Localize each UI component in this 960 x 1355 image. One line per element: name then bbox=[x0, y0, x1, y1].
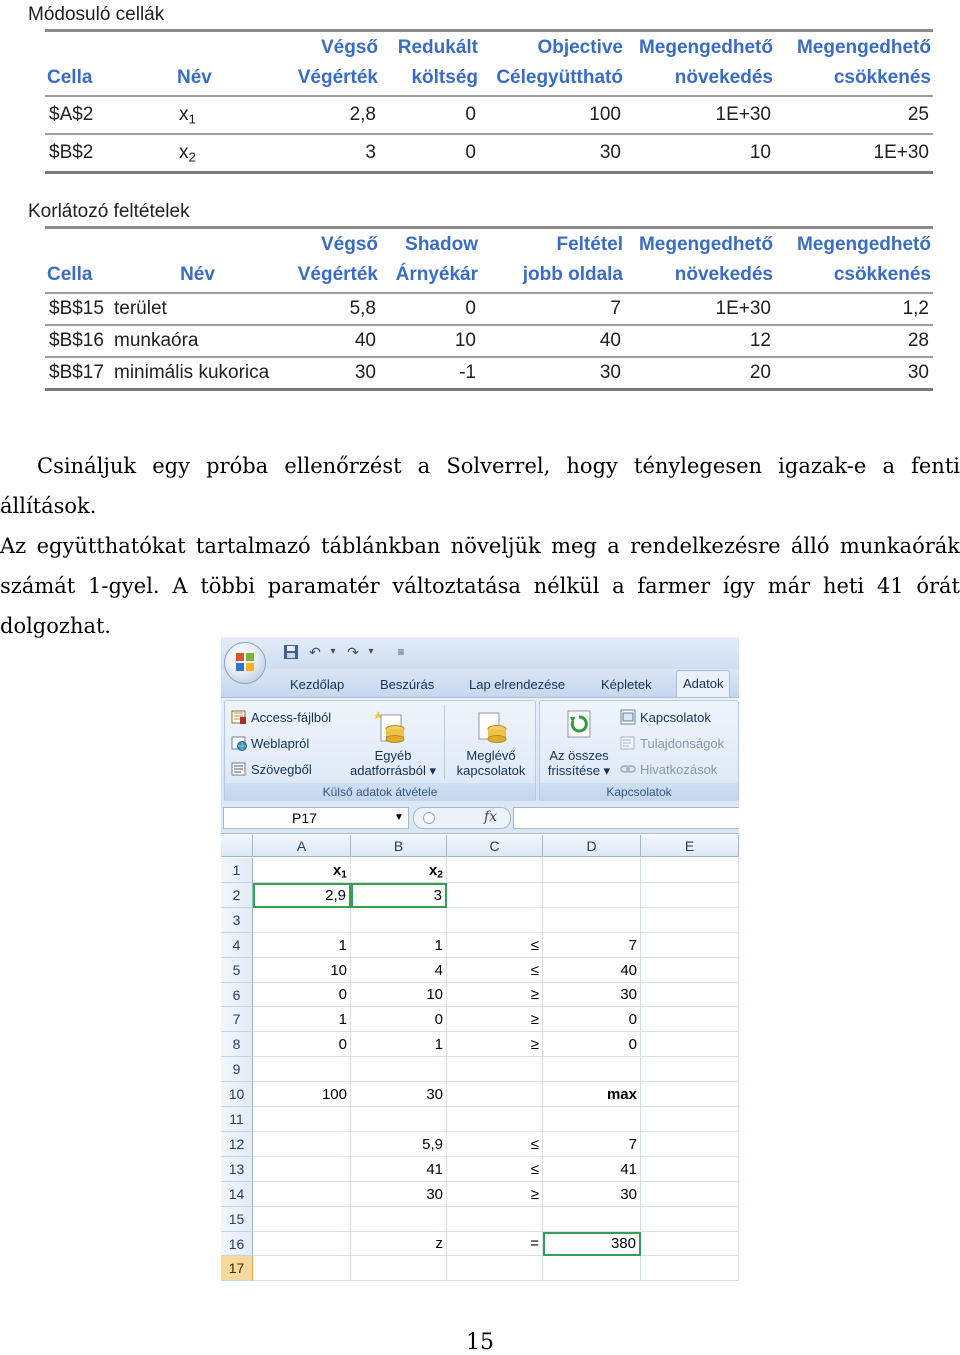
allow-increase: 1E+30 bbox=[625, 293, 775, 325]
group-label-connections: Kapcsolatok bbox=[540, 783, 738, 801]
table-row bbox=[45, 293, 933, 325]
web-import-button[interactable]: Weblapról bbox=[231, 735, 309, 751]
tab-kezdolap[interactable]: Kezdőlap bbox=[290, 677, 345, 692]
cell-ref: $A$2 bbox=[45, 96, 175, 134]
row-header[interactable]: 9 bbox=[221, 1057, 253, 1082]
group-connections bbox=[539, 700, 739, 802]
text-import-button[interactable]: Szövegből bbox=[231, 761, 312, 777]
cell-b9[interactable] bbox=[351, 1057, 447, 1082]
cell-b17[interactable] bbox=[351, 1256, 447, 1281]
allow-increase: 12 bbox=[625, 325, 775, 357]
group-external-data bbox=[224, 700, 536, 802]
cell-d14[interactable]: 30 bbox=[543, 1182, 641, 1207]
allow-decrease: 25 bbox=[775, 96, 933, 134]
cell-c1[interactable] bbox=[447, 858, 543, 883]
redo-dropdown-icon[interactable]: ▾ bbox=[368, 646, 374, 657]
header-cell bbox=[175, 33, 285, 63]
row-header[interactable]: 17 bbox=[221, 1256, 253, 1281]
cell-a4[interactable]: 1 bbox=[253, 933, 351, 958]
cell-a2[interactable]: 2,9 bbox=[253, 883, 351, 908]
objective-coef: 30 bbox=[480, 134, 625, 173]
header-nev: Név bbox=[175, 63, 285, 96]
cell-e3[interactable] bbox=[641, 908, 739, 933]
variable-cells-title: Módosuló cellák bbox=[28, 4, 165, 25]
column-header-a[interactable]: A bbox=[253, 835, 351, 857]
cell-e15[interactable] bbox=[641, 1207, 739, 1232]
row-header[interactable]: 16 bbox=[221, 1232, 253, 1256]
row-header[interactable]: 4 bbox=[221, 933, 253, 958]
cell-e17[interactable] bbox=[641, 1256, 739, 1281]
excel-screenshot bbox=[221, 637, 739, 1289]
header-decrease: Megengedhető bbox=[796, 234, 931, 255]
header-increase: Megengedhető bbox=[638, 234, 773, 255]
row-header[interactable]: 7 bbox=[221, 1007, 253, 1032]
body-paragraph bbox=[0, 446, 960, 646]
header-csokkenes: csökkenés bbox=[775, 260, 933, 293]
header-csokkenes: csökkenés bbox=[775, 63, 933, 96]
office-logo-icon bbox=[235, 652, 255, 672]
cell-c4[interactable]: ≤ bbox=[447, 933, 543, 958]
cell-ref: $B$16 bbox=[45, 325, 110, 357]
cell-b3[interactable] bbox=[351, 908, 447, 933]
table-row bbox=[45, 134, 933, 173]
page-number: 15 bbox=[466, 1330, 494, 1355]
cell-b7[interactable]: 0 bbox=[351, 1007, 447, 1032]
cell-c11[interactable] bbox=[447, 1107, 543, 1132]
cell-e12[interactable] bbox=[641, 1132, 739, 1157]
cell-c14[interactable]: ≥ bbox=[447, 1182, 543, 1207]
cell-e8[interactable] bbox=[641, 1032, 739, 1057]
header-vegertek: Végérték bbox=[285, 260, 380, 293]
cell-e14[interactable] bbox=[641, 1182, 739, 1207]
header-cella: Cella bbox=[45, 63, 175, 96]
header-increase: Megengedhető bbox=[638, 37, 773, 58]
table-top-rule bbox=[45, 226, 933, 229]
cell-b5[interactable]: 4 bbox=[351, 958, 447, 983]
row-header[interactable]: 15 bbox=[221, 1207, 253, 1232]
cell-b1[interactable]: $x_2$ bbox=[351, 858, 447, 883]
constraint-name: terület bbox=[110, 293, 285, 325]
cell-d13[interactable]: 41 bbox=[543, 1157, 641, 1182]
row-header[interactable]: 8 bbox=[221, 1032, 253, 1057]
cell-c17[interactable] bbox=[447, 1256, 543, 1281]
cell-c8[interactable]: ≥ bbox=[447, 1032, 543, 1057]
cell-b14[interactable]: 30 bbox=[351, 1182, 447, 1207]
cell-d6[interactable]: 30 bbox=[543, 983, 641, 1007]
existing-connections-icon bbox=[475, 709, 509, 745]
cell-a14[interactable] bbox=[253, 1182, 351, 1207]
constraints-table bbox=[45, 230, 933, 391]
customize-toolbar-icon[interactable]: ≡ bbox=[397, 645, 405, 659]
final-value: 30 bbox=[285, 357, 380, 390]
cell-c7[interactable]: ≥ bbox=[447, 1007, 543, 1032]
text-file-icon bbox=[231, 761, 247, 777]
cell-a6[interactable]: 0 bbox=[253, 983, 351, 1007]
cell-d4[interactable]: 7 bbox=[543, 933, 641, 958]
ribbon bbox=[221, 697, 739, 802]
cell-d16[interactable]: 380 bbox=[543, 1232, 641, 1256]
edit-links-button[interactable]: Hivatkozások bbox=[620, 761, 717, 777]
cell-e11[interactable] bbox=[641, 1107, 739, 1132]
table-row bbox=[45, 357, 933, 390]
existing-connections-button[interactable]: Meglévő kapcsolatok bbox=[456, 748, 526, 778]
cell-c10[interactable] bbox=[447, 1082, 543, 1107]
cell-a1[interactable]: $x_1$ bbox=[253, 858, 351, 883]
cell-b12[interactable]: 5,9 bbox=[351, 1132, 447, 1157]
shadow-price: 10 bbox=[380, 325, 480, 357]
var-name: $x_2$ bbox=[175, 134, 285, 173]
cell-b4[interactable]: 1 bbox=[351, 933, 447, 958]
cell-d2[interactable] bbox=[543, 883, 641, 908]
redo-icon[interactable]: ↷ bbox=[347, 644, 359, 660]
other-sources-icon bbox=[373, 709, 407, 745]
header-nev: Név bbox=[110, 260, 285, 293]
undo-icon[interactable]: ↶ bbox=[309, 644, 321, 660]
header-celegyutthato: Célegyüttható bbox=[480, 63, 625, 96]
access-icon bbox=[231, 709, 247, 725]
cell-a12[interactable] bbox=[253, 1132, 351, 1157]
header-novekedes: növekedés bbox=[625, 260, 775, 293]
cell-e9[interactable] bbox=[641, 1057, 739, 1082]
rhs-value: 7 bbox=[480, 293, 625, 325]
cell-d12[interactable]: 7 bbox=[543, 1132, 641, 1157]
cell-c6[interactable]: ≥ bbox=[447, 983, 543, 1007]
group-label-external: Külső adatok átvétele bbox=[225, 783, 535, 801]
column-header-c[interactable]: C bbox=[447, 835, 543, 857]
tab-beszuras[interactable]: Beszúrás bbox=[380, 677, 435, 692]
row-header[interactable]: 11 bbox=[221, 1107, 253, 1132]
cell-e2[interactable] bbox=[641, 883, 739, 908]
final-value: 40 bbox=[285, 325, 380, 357]
reduced-cost: 0 bbox=[380, 134, 480, 173]
tab-adatok[interactable]: Adatok bbox=[676, 670, 730, 697]
cell-c16[interactable]: = bbox=[447, 1232, 543, 1256]
cell-a16[interactable] bbox=[253, 1232, 351, 1256]
allow-decrease: 1E+30 bbox=[775, 134, 933, 173]
var-name: $x_1$ bbox=[175, 96, 285, 134]
access-import-button[interactable]: Access-fájlból bbox=[231, 709, 331, 725]
name-box-dropdown-icon[interactable]: ▼ bbox=[394, 812, 404, 823]
header-vegertek: Végérték bbox=[285, 63, 380, 96]
cell-a8[interactable]: 0 bbox=[253, 1032, 351, 1057]
cell-b8[interactable]: 1 bbox=[351, 1032, 447, 1057]
properties-button[interactable]: Tulajdonságok bbox=[620, 735, 724, 751]
fx-icon[interactable]: fx bbox=[484, 809, 498, 825]
cell-a11[interactable] bbox=[253, 1107, 351, 1132]
column-header-e[interactable]: E bbox=[641, 835, 739, 857]
cell-ref: $B$2 bbox=[45, 134, 175, 173]
cell-c2[interactable] bbox=[447, 883, 543, 908]
refresh-all-button[interactable]: Az összes frissítése ▾ bbox=[547, 748, 611, 778]
cell-e6[interactable] bbox=[641, 983, 739, 1007]
allow-decrease: 28 bbox=[775, 325, 933, 357]
cell-c9[interactable] bbox=[447, 1057, 543, 1082]
row-header[interactable]: 10 bbox=[221, 1082, 253, 1107]
cell-a15[interactable] bbox=[253, 1207, 351, 1232]
cell-d3[interactable] bbox=[543, 908, 641, 933]
allow-increase: 1E+30 bbox=[625, 96, 775, 134]
final-value: 3 bbox=[285, 134, 380, 173]
cell-a7[interactable]: 1 bbox=[253, 1007, 351, 1032]
reduced-cost: 0 bbox=[380, 96, 480, 134]
cell-d11[interactable] bbox=[543, 1107, 641, 1132]
cell-ref: $B$15 bbox=[45, 293, 110, 325]
cell-a10[interactable]: 100 bbox=[253, 1082, 351, 1107]
header-koltseg: költség bbox=[380, 63, 480, 96]
connections-icon bbox=[620, 709, 636, 725]
cell-d15[interactable] bbox=[543, 1207, 641, 1232]
cell-b2[interactable]: 3 bbox=[351, 883, 447, 908]
cell-d7[interactable]: 0 bbox=[543, 1007, 641, 1032]
fx-area bbox=[413, 807, 511, 829]
cell-e4[interactable] bbox=[641, 933, 739, 958]
allow-increase: 10 bbox=[625, 134, 775, 173]
final-value: 2,8 bbox=[285, 96, 380, 134]
shadow-price: 0 bbox=[380, 293, 480, 325]
row-header[interactable]: 1 bbox=[221, 858, 253, 883]
row-header[interactable]: 3 bbox=[221, 908, 253, 933]
header-objective: Objective bbox=[537, 37, 623, 58]
cancel-search-icon[interactable] bbox=[422, 811, 436, 825]
row-header[interactable]: 5 bbox=[221, 958, 253, 983]
save-icon[interactable] bbox=[283, 644, 299, 660]
cell-a5[interactable]: 10 bbox=[253, 958, 351, 983]
cell-c15[interactable] bbox=[447, 1207, 543, 1232]
cell-d8[interactable]: 0 bbox=[543, 1032, 641, 1057]
header-cella: Cella bbox=[45, 260, 110, 293]
header-constraint: Feltétel bbox=[556, 234, 623, 255]
paragraph-line: Az együtthatókat tartalmazó táblánkban növeljük meg a rendelkezésre álló munkaórák számát 1-gyel. A többi paramatér változtatása nélkül a farmer így már heti 41 órát dolgozhat. bbox=[0, 534, 960, 638]
cell-d10[interactable]: max bbox=[543, 1082, 641, 1107]
title-bar bbox=[221, 637, 739, 669]
rhs-value: 40 bbox=[480, 325, 625, 357]
constraints-title: Korlátozó feltételek bbox=[28, 201, 190, 222]
allow-decrease: 1,2 bbox=[775, 293, 933, 325]
ribbon-tabs bbox=[221, 669, 739, 697]
cell-e10[interactable] bbox=[641, 1082, 739, 1107]
constraint-name: munkaóra bbox=[110, 325, 285, 357]
undo-dropdown-icon[interactable]: ▾ bbox=[330, 646, 336, 657]
web-icon bbox=[231, 735, 247, 751]
header-cell bbox=[45, 33, 175, 63]
cell-e13[interactable] bbox=[641, 1157, 739, 1182]
cell-b13[interactable]: 41 bbox=[351, 1157, 447, 1182]
cell-c5[interactable]: ≤ bbox=[447, 958, 543, 983]
refresh-all-icon bbox=[564, 707, 598, 743]
constraint-name: minimális kukorica bbox=[110, 357, 285, 390]
office-button[interactable] bbox=[224, 642, 266, 684]
tab-lap-elrendezese[interactable]: Lap elrendezése bbox=[469, 677, 566, 692]
cell-b15[interactable] bbox=[351, 1207, 447, 1232]
cell-c3[interactable] bbox=[447, 908, 543, 933]
tab-kepletek[interactable]: Képletek bbox=[601, 677, 652, 692]
row-header[interactable]: 2 bbox=[221, 883, 253, 908]
name-box[interactable]: P17 ▼ bbox=[223, 807, 409, 829]
table-top-rule bbox=[45, 29, 933, 32]
header-cell bbox=[45, 230, 110, 260]
select-all-corner[interactable] bbox=[221, 835, 253, 857]
column-header-d[interactable]: D bbox=[543, 835, 641, 857]
other-sources-button[interactable]: Egyéb adatforrásból ▾ bbox=[349, 748, 437, 778]
row-header[interactable]: 6 bbox=[221, 983, 253, 1007]
header-final: Végső bbox=[320, 234, 378, 255]
table-row bbox=[45, 325, 933, 357]
cell-c12[interactable]: ≤ bbox=[447, 1132, 543, 1157]
header-final: Végső bbox=[320, 37, 378, 58]
variable-cells-table bbox=[45, 33, 933, 174]
link-icon bbox=[620, 761, 636, 777]
final-value: 5,8 bbox=[285, 293, 380, 325]
header-jobb-oldala: jobb oldala bbox=[480, 260, 625, 293]
cell-e5[interactable] bbox=[641, 958, 739, 983]
cell-a13[interactable] bbox=[253, 1157, 351, 1182]
paragraph-line: Csináljuk egy próba ellenőrzést a Solverrel, hogy ténylegesen igazak-e a fenti állítások. bbox=[0, 454, 960, 518]
objective-coef: 100 bbox=[480, 96, 625, 134]
table-row bbox=[45, 96, 933, 134]
row-header[interactable]: 13 bbox=[221, 1157, 253, 1182]
header-decrease: Megengedhető bbox=[796, 37, 931, 58]
cell-d17[interactable] bbox=[543, 1256, 641, 1281]
cell-b10[interactable]: 30 bbox=[351, 1082, 447, 1107]
header-reduced: Redukált bbox=[397, 37, 478, 58]
cell-d9[interactable] bbox=[543, 1057, 641, 1082]
row-header[interactable]: 14 bbox=[221, 1182, 253, 1207]
cell-a9[interactable] bbox=[253, 1057, 351, 1082]
group-divider bbox=[444, 705, 445, 779]
cell-b6[interactable]: 10 bbox=[351, 983, 447, 1007]
allow-decrease: 30 bbox=[775, 357, 933, 390]
cell-e7[interactable] bbox=[641, 1007, 739, 1032]
cell-e16[interactable] bbox=[641, 1232, 739, 1256]
cell-b16[interactable]: z bbox=[351, 1232, 447, 1256]
cell-d1[interactable] bbox=[543, 858, 641, 883]
cell-b11[interactable] bbox=[351, 1107, 447, 1132]
cell-c13[interactable]: ≤ bbox=[447, 1157, 543, 1182]
properties-icon bbox=[620, 735, 636, 751]
cell-a17[interactable] bbox=[253, 1256, 351, 1281]
formula-input[interactable] bbox=[513, 807, 739, 829]
row-header[interactable]: 12 bbox=[221, 1132, 253, 1157]
header-arnyekar: Árnyékár bbox=[380, 260, 480, 293]
header-novekedes: növekedés bbox=[625, 63, 775, 96]
cell-ref: $B$17 bbox=[45, 357, 110, 390]
header-cell bbox=[110, 230, 285, 260]
formula-bar bbox=[221, 801, 739, 834]
header-shadow: Shadow bbox=[405, 234, 478, 255]
rhs-value: 30 bbox=[480, 357, 625, 390]
shadow-price: -1 bbox=[380, 357, 480, 390]
allow-increase: 20 bbox=[625, 357, 775, 390]
cell-a3[interactable] bbox=[253, 908, 351, 933]
column-header-b[interactable]: B bbox=[351, 835, 447, 857]
connections-button[interactable]: Kapcsolatok bbox=[620, 709, 711, 725]
cell-e1[interactable] bbox=[641, 858, 739, 883]
cell-d5[interactable]: 40 bbox=[543, 958, 641, 983]
